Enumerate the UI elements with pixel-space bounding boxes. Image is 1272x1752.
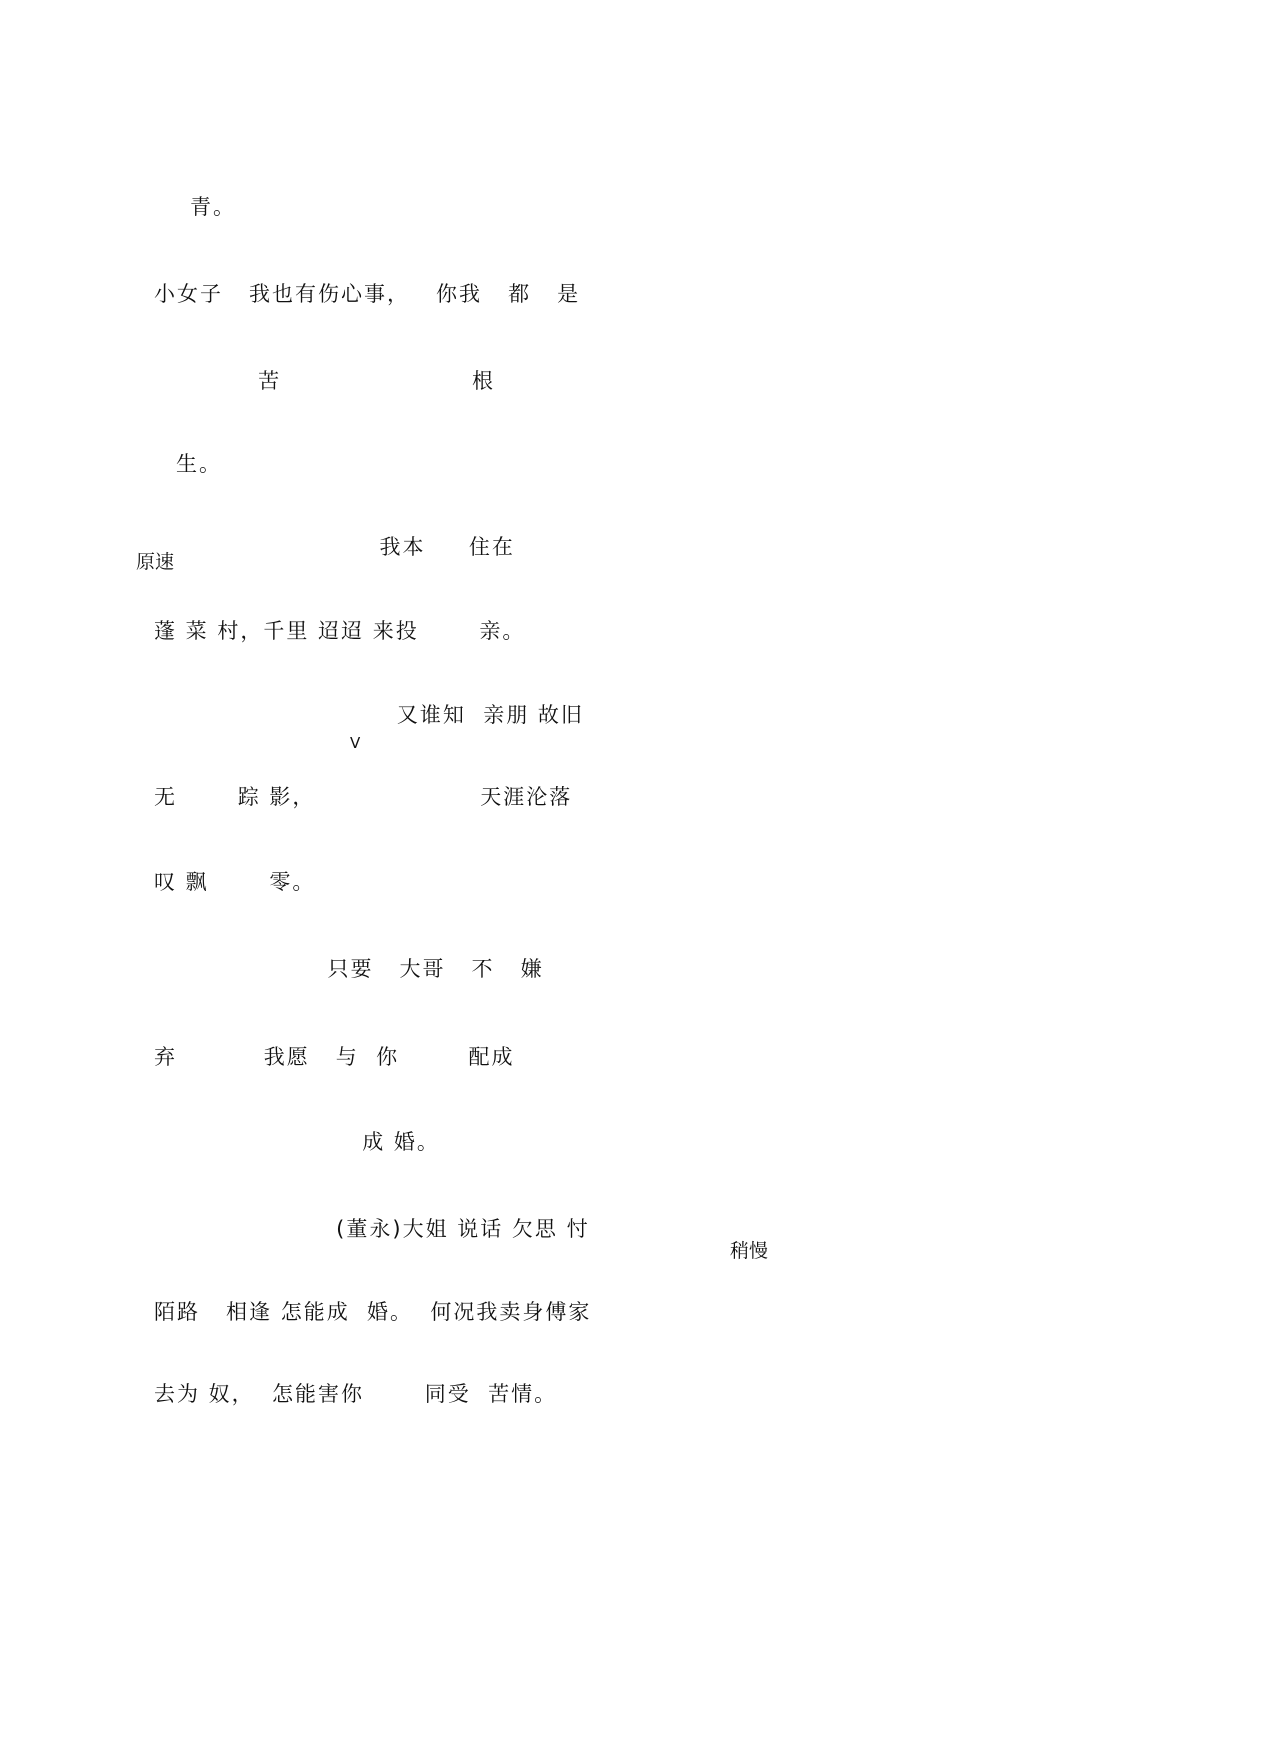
score-system-6 [150, 572, 1130, 662]
notation-line [154, 1253, 1129, 1293]
score-system-2 [150, 235, 1130, 325]
score-system-10 [150, 910, 1130, 1000]
notation-line [154, 738, 1129, 778]
lyric-line: 成 婚。 [154, 1130, 440, 1154]
notation-line [154, 322, 1129, 362]
lyric-line: 叹 飘 零。 [154, 870, 316, 894]
score-system-15 [150, 1335, 1130, 1425]
notation-line [154, 823, 1129, 863]
lyric-line: 无 踪 影， 天涯沦落 [154, 785, 573, 809]
lyric-line: 我本 住在 [154, 535, 515, 559]
lyric-line: 去为 奴， 怎能害你 同受 苦情。 [154, 1382, 558, 1406]
score-system-1 [150, 148, 1130, 238]
score-system-8 [150, 738, 1130, 828]
notation-line [154, 572, 1129, 612]
score-system-3 [150, 322, 1130, 412]
score-system-13 [150, 1170, 1130, 1260]
breath-mark: V [350, 734, 361, 752]
score-system-7 [150, 656, 1130, 746]
notation-line [154, 488, 1129, 528]
score-system-5 [150, 488, 1130, 578]
score-system-12 [150, 1083, 1130, 1173]
lyric-line: 生。 [176, 452, 222, 476]
score-system-9 [150, 823, 1130, 913]
score-system-14 [150, 1253, 1130, 1343]
lyric-line: 小女子 我也有伤心事， 你我 都 是 [154, 282, 581, 306]
lyric-line: 又谁知 亲朋 故旧 [154, 703, 584, 727]
tempo-marking: 原速 [136, 551, 175, 573]
notation-line [154, 1083, 1129, 1123]
lyric-line: 弃 我愿 与 你 配成 [154, 1045, 515, 1069]
notation-line [154, 1170, 1129, 1210]
lyric-line: (董永)大姐 说话 欠思 忖 [154, 1217, 590, 1241]
notation-line [154, 405, 1129, 445]
lyric-line: 蓬 菜 村，千里 迢迢 来投 亲。 [154, 619, 526, 643]
notation-line [154, 910, 1129, 950]
lyric-line: 只要 大哥 不 嫌 [154, 957, 544, 981]
lyric-line: 青。 [190, 195, 236, 219]
notation-line [154, 235, 1129, 275]
notation-line [154, 998, 1129, 1038]
lyric-line: 苦 根 [154, 369, 495, 393]
notation-line [154, 148, 1129, 188]
score-system-11 [150, 998, 1130, 1088]
score-system-4 [150, 405, 1130, 495]
notation-line [154, 656, 1129, 696]
lyric-line: 陌路 相逢 怎能成 婚。 何况我卖身傅家 [154, 1300, 592, 1324]
notation-line [154, 1335, 1129, 1375]
tempo-marking: 稍慢 [730, 1240, 769, 1262]
